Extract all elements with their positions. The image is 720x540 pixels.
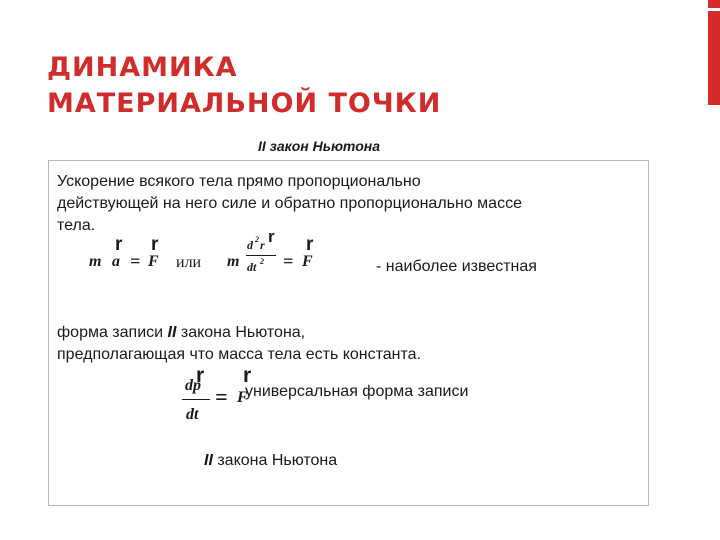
para2-prefix: форма записи [57, 324, 168, 341]
vector-mark-f2: r [306, 234, 314, 255]
vector-mark-f3: r [243, 364, 252, 387]
last-line-suffix: закона Ньютона [212, 452, 338, 469]
content-box [48, 160, 649, 506]
para1-line2: действующей на него силе и обратно пропорционально массе [57, 195, 522, 212]
para2-suffix: закона Ньютона, [176, 324, 306, 341]
vector-mark-r: r [268, 227, 275, 246]
formula3-fraction-bar [182, 399, 210, 400]
formula1-equals: = [130, 251, 141, 271]
formula2-equals: = [283, 251, 294, 271]
accent-bar [708, 0, 720, 105]
formula-m-d2r-dt2-equals-f [227, 227, 327, 286]
formula1-a: a [112, 253, 120, 270]
formula1-f: F [148, 253, 159, 270]
para1-line3: тела. [57, 217, 96, 234]
subtitle: II закон Ньютона [258, 138, 380, 154]
formula2-sup2: 2 [255, 235, 259, 244]
para2-roman-ii: II [167, 324, 177, 341]
formula3-equals: = [215, 384, 228, 409]
formula2-dt: dt [247, 260, 257, 274]
last-line [204, 450, 337, 471]
formula2-f: F [302, 253, 313, 270]
title-line-2: МАТЕРИАЛЬНОЙ ТОЧКИ [47, 88, 442, 119]
universal-form-text: универсальная форма записи [245, 383, 469, 400]
para2-line2: предполагающая что масса тела есть константа. [57, 346, 422, 363]
para2-line1 [57, 322, 305, 343]
vector-mark-f: r [151, 234, 159, 255]
formula3-dt: dt [186, 406, 199, 423]
formula3-dp: dp [185, 377, 201, 394]
formula1-m: m [89, 253, 102, 270]
formula2-fraction-bar [246, 255, 276, 256]
accent-bar-tick [708, 8, 720, 11]
title-line-1: ДИНАМИКА [47, 52, 238, 83]
formula2-r: r [260, 238, 265, 252]
formula3-f: F [237, 389, 248, 406]
formula-ma-equals-f [89, 236, 169, 276]
formula2-d: d [247, 238, 253, 252]
formula2-m: m [227, 253, 240, 270]
formula2-sup2b: 2 [260, 257, 264, 266]
slide-title [47, 50, 441, 122]
note-known-form: - наиболее известная [376, 258, 537, 275]
vector-mark-p: r [196, 364, 205, 387]
or-word: или [176, 254, 202, 271]
para1-line1: Ускорение всякого тела прямо пропорционально [57, 173, 421, 190]
vector-mark-a: r [115, 234, 123, 255]
last-line-roman-ii: II [204, 452, 213, 469]
